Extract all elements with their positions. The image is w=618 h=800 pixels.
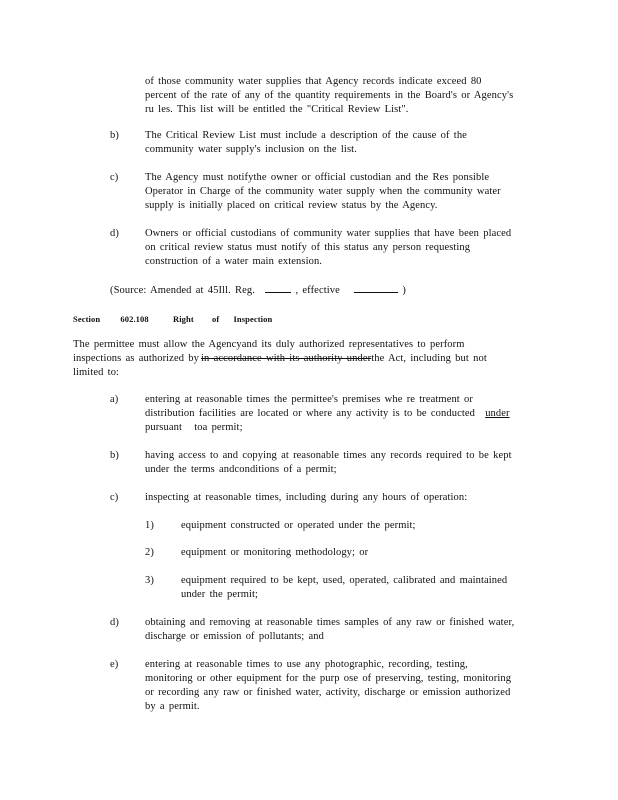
- item-b-label: b): [110, 130, 119, 141]
- text-line: having access to and copying at reasonable times any records required to be kept: [145, 450, 512, 461]
- section-title-3: Inspection: [233, 314, 273, 324]
- text-line: The permittee must allow the Agencyand its duly authorized representatives to perform: [73, 339, 465, 350]
- text-line: entering at reasonable times to use any photographic, recording, testing,: [145, 659, 468, 670]
- text-line: of those community water supplies that Agency records indicate exceed 80: [145, 76, 482, 87]
- text-fragment: pursuant: [145, 422, 182, 433]
- text-line: Owners or official custodians of community water supplies that have been placed: [145, 228, 512, 239]
- list-b-label: b): [110, 450, 119, 461]
- source-effective: , effective: [295, 285, 340, 296]
- register-blank: [265, 283, 291, 293]
- text-line: under the terms andconditions of a permit;: [145, 464, 337, 475]
- text-line: construction of a water main extension.: [145, 256, 323, 267]
- text-line: by a permit.: [145, 701, 200, 712]
- inserted-text: under: [485, 408, 510, 419]
- text-line: Operator in Charge of the community water supply when the community water: [145, 186, 501, 197]
- text-line: percent of the rate of any of the quantity requirements in the Board's or Agency's: [145, 90, 514, 101]
- sublist-2-label: 2): [145, 547, 154, 558]
- item-c-text: [145, 171, 501, 213]
- text-line: [73, 352, 487, 366]
- section-paragraph: [73, 338, 487, 380]
- text-fragment: the Act, including but not: [371, 353, 487, 364]
- list-e-text: [145, 658, 511, 714]
- text-fragment: to: [194, 422, 203, 433]
- text-line: limited to:: [73, 367, 120, 378]
- item-d-label: d): [110, 228, 119, 239]
- sublist-3-label: 3): [145, 575, 154, 586]
- text-line: on critical review status must notify of this status any person requesting: [145, 242, 471, 253]
- text-line: supply is initially placed on critical review status by the Agency.: [145, 200, 438, 211]
- list-b-text: [145, 449, 512, 477]
- item-d-text: [145, 227, 511, 269]
- list-e-label: e): [110, 659, 119, 670]
- source-text: (Source: Amended at 45Ill. Reg.: [110, 285, 255, 296]
- text-line: under the permit;: [181, 589, 259, 600]
- deleted-text: in accordance with its authority under: [200, 353, 372, 364]
- section-heading: [73, 312, 272, 326]
- section-title-1: Right: [172, 314, 194, 324]
- list-c-text: [145, 491, 467, 505]
- text-line: obtaining and removing at reasonable times samples of any raw or finished water,: [145, 617, 515, 628]
- list-a-text: [145, 393, 518, 435]
- text-line: ru les. This list will be entitled the "Critical Review List".: [145, 104, 409, 115]
- text-line: monitoring or other equipment for the purp ose of preserving, testing, monitoring: [145, 673, 512, 684]
- sublist-2-text: [181, 546, 368, 560]
- text-line: [145, 407, 518, 421]
- section-word: Section: [73, 314, 101, 324]
- text-line: The Critical Review List must include a description of the cause of the: [145, 130, 467, 141]
- text-line: equipment or monitoring methodology; or: [181, 547, 369, 558]
- text-line: discharge or emission of pollutants; and: [145, 631, 324, 642]
- text-line: equipment required to be kept, used, operated, calibrated and maintained: [181, 575, 508, 586]
- text-line: entering at reasonable times the permittee's premises whe re treatment or: [145, 394, 473, 405]
- item-c-label: c): [110, 172, 119, 183]
- sublist-1-text: [181, 519, 416, 533]
- sublist-3-text: [181, 574, 507, 602]
- text-line: inspecting at reasonable times, including during any hours of operation:: [145, 492, 468, 503]
- source-note: [110, 283, 406, 298]
- list-d-label: d): [110, 617, 119, 628]
- text-line: community water supply's inclusion on the list.: [145, 144, 357, 155]
- text-line: equipment constructed or operated under the permit;: [181, 520, 416, 531]
- intro-paragraph: [145, 75, 513, 117]
- text-fragment: inspections as authorized by: [73, 353, 199, 364]
- list-a-label: a): [110, 394, 119, 405]
- list-d-text: [145, 616, 514, 644]
- text-line: The Agency must notifythe owner or official custodian and the Res ponsible: [145, 172, 490, 183]
- text-line: [145, 421, 518, 435]
- text-fragment: distribution facilities are located or where any activity is to be conducted: [145, 408, 475, 419]
- sublist-1-label: 1): [145, 520, 154, 531]
- section-number: 602.108: [120, 314, 149, 324]
- effective-blank: [354, 283, 398, 293]
- text-line: or recording any raw or finished water, activity, discharge or emission authorized: [145, 687, 511, 698]
- item-b-text: [145, 129, 467, 157]
- section-title-2: of: [212, 314, 220, 324]
- text-fragment: a permit;: [202, 422, 243, 433]
- source-close: ): [402, 285, 406, 296]
- list-c-label: c): [110, 492, 119, 503]
